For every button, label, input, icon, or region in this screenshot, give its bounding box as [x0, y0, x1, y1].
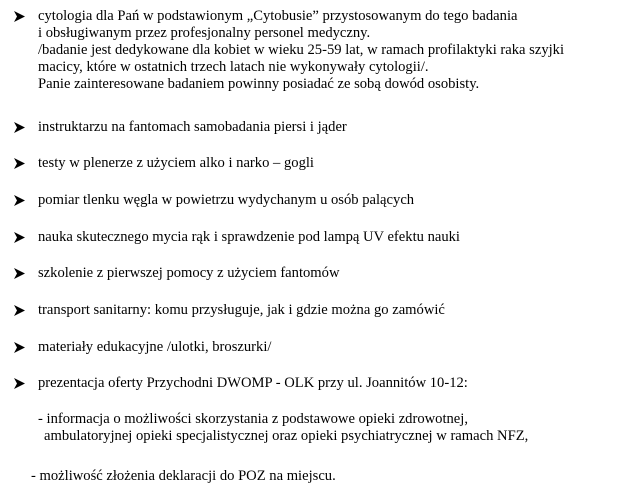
- text-line: i obsługiwanym przez profesjonalny personel medyczny.: [38, 25, 371, 41]
- text-line: - możliwość złożenia deklaracji do POZ na miejscu.: [31, 468, 336, 484]
- text-line: - informacja o możliwości skorzystania z podstawowe opieki zdrowotnej,: [38, 411, 468, 427]
- list-item-text: [38, 8, 564, 93]
- list-item-text: nauka skutecznego mycia rąk i sprawdzenie pod lampą UV efektu nauki: [38, 229, 460, 245]
- arrow-bullet-icon: [14, 342, 25, 353]
- arrow-bullet-icon: [14, 268, 25, 279]
- text-line: ambulatoryjnej opieki specjalistycznej oraz opieki psychiatrycznej w ramach NFZ,: [44, 428, 529, 444]
- arrow-bullet-icon: [14, 195, 25, 206]
- subitem-informacja: [38, 411, 528, 445]
- arrow-bullet-icon: [14, 305, 25, 316]
- text-line: /badanie jest dedykowane dla kobiet w wieku 25-59 lat, w ramach profilaktyki raka szyjki: [38, 42, 565, 58]
- arrow-bullet-icon: [14, 158, 25, 169]
- subitem-deklaracja: [31, 468, 336, 485]
- list-item-text: instruktarzu na fantomach samobadania piersi i jąder: [38, 119, 347, 135]
- arrow-bullet-icon: [14, 378, 25, 389]
- list-item-text: materiały edukacyjne /ulotki, broszurki/: [38, 339, 272, 355]
- list-item-text: prezentacja oferty Przychodni DWOMP - OLK przy ul. Joannitów 10-12:: [38, 375, 468, 391]
- list-item-text: szkolenie z pierwszej pomocy z użyciem fantomów: [38, 265, 340, 281]
- list-item-text: pomiar tlenku węgla w powietrzu wydychanym u osób palących: [38, 192, 415, 208]
- arrow-bullet-icon: [14, 122, 25, 133]
- arrow-bullet-icon: [14, 11, 25, 22]
- list-item-text: testy w plenerze z użyciem alko i narko – gogli: [38, 155, 314, 171]
- list-item-text: transport sanitarny: komu przysługuje, jak i gdzie można go zamówić: [38, 302, 445, 318]
- text-line: cytologia dla Pań w podstawionym „Cytobusie” przystosowanym do tego badania: [38, 8, 518, 24]
- text-line: macicy, które w ostatnich trzech latach nie wykonywały cytologii/.: [38, 59, 429, 75]
- arrow-bullet-icon: [14, 232, 25, 243]
- text-line: Panie zainteresowane badaniem powinny posiadać ze sobą dowód osobisty.: [38, 76, 480, 92]
